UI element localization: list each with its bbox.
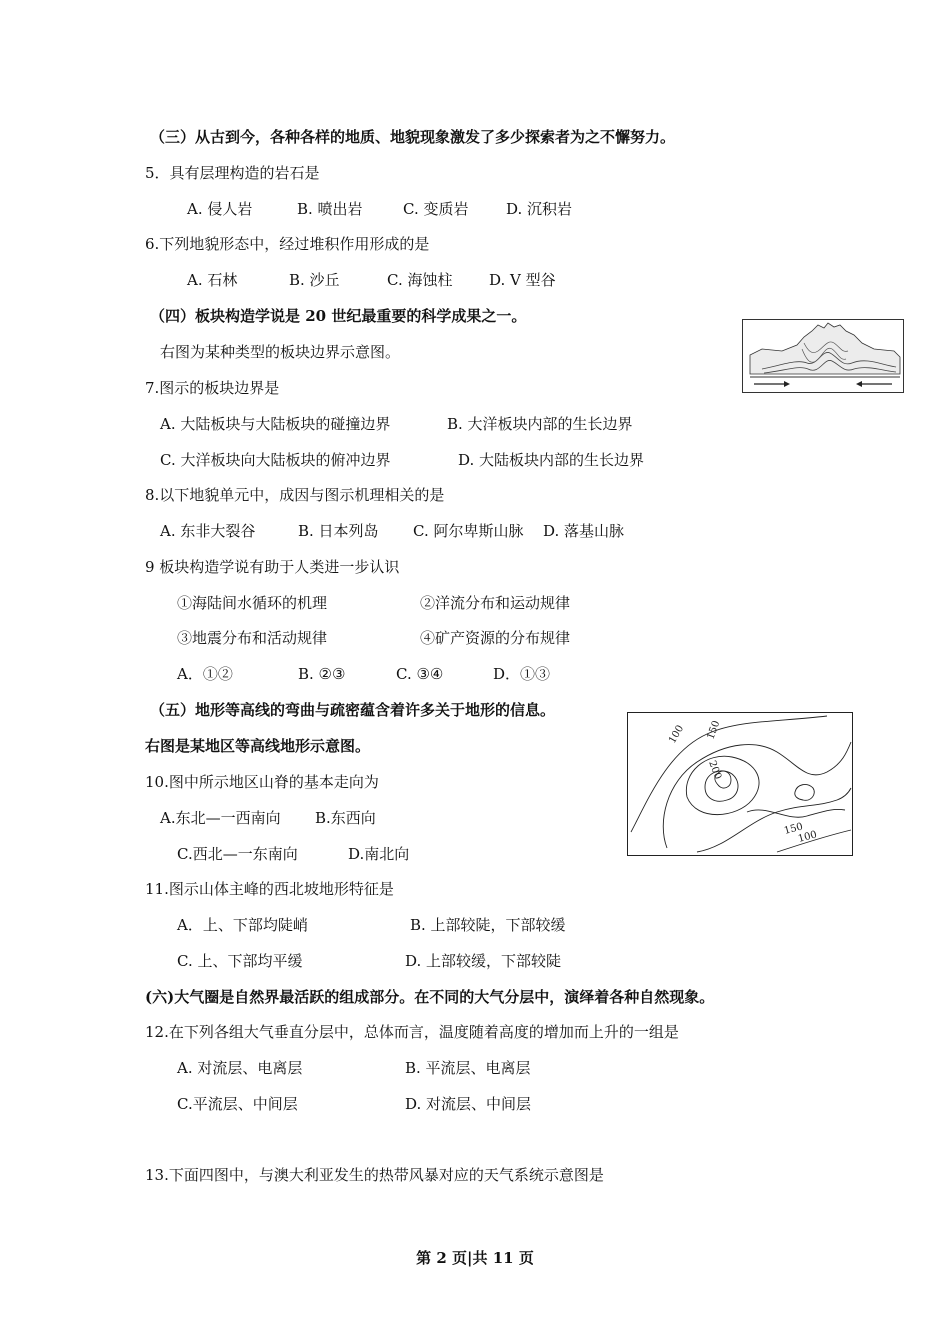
contour-label-150-se: 150 <box>782 821 805 837</box>
q12-option-c: C.平流层、中间层 <box>177 1095 298 1113</box>
q6-option-b: B. 沙丘 <box>289 271 340 289</box>
contour-label-150-n: 150 <box>705 719 723 742</box>
q9-item-2: ②洋流分布和运动规律 <box>420 594 571 612</box>
contour-label-200: 200 <box>706 759 724 781</box>
q5-option-d: D. 沉积岩 <box>506 200 573 218</box>
q13-stem: 13.下面四图中，与澳大利亚发生的热带风暴对应的天气系统示意图是 <box>145 1166 604 1184</box>
q6-option-c: C. 海蚀柱 <box>387 271 453 289</box>
q7-option-d: D. 大陆板块内部的生长边界 <box>458 451 645 469</box>
q11-option-c: C. 上、下部均平缓 <box>177 952 303 970</box>
q8-option-c: C. 阿尔卑斯山脉 <box>413 522 524 540</box>
q6-option-d: D. V 型谷 <box>489 271 556 289</box>
q9-item-3: ③地震分布和活动规律 <box>177 629 328 647</box>
q7-option-a: A. 大陆板块与大陆板块的碰撞边界 <box>160 415 391 433</box>
q6-option-a: A. 石林 <box>187 271 238 289</box>
q6-stem: 6.下列地貌形态中，经过堆积作用形成的是 <box>145 235 430 253</box>
q12-option-d: D. 对流层、中间层 <box>405 1095 532 1113</box>
q10-option-c: C.西北—一东南向 <box>177 845 298 863</box>
q10-stem: 10.图中所示地区山脊的基本走向为 <box>145 773 379 791</box>
page-footer: 第 2 页|共 11 页 <box>416 1249 534 1267</box>
q12-stem: 12.在下列各组大气垂直分层中，总体而言，温度随着高度的增加而上升的一组是 <box>145 1023 679 1041</box>
section-4-intro: 右图为某种类型的板块边界示意图。 <box>160 343 401 361</box>
q9-option-a: A．①② <box>177 665 233 683</box>
q5-option-c: C. 变质岩 <box>403 200 469 218</box>
q5-option-a: A. 侵人岩 <box>187 200 253 218</box>
q9-option-b: B. ②③ <box>298 665 346 683</box>
q12-option-b: B. 平流层、电离层 <box>405 1059 531 1077</box>
q10-option-a: A.东北—一西南向 <box>160 809 281 827</box>
q11-option-a: A．上、下部均陡峭 <box>177 916 308 934</box>
q11-option-b: B. 上部较陡，下部较缓 <box>410 916 566 934</box>
section-5-intro: 右图是某地区等高线地形示意图。 <box>145 737 371 755</box>
contour-label-100-se: 100 <box>796 829 819 845</box>
q8-option-d: D. 落基山脉 <box>543 522 625 540</box>
q8-option-b: B. 日本列岛 <box>298 522 379 540</box>
plate-boundary-figure <box>742 319 904 393</box>
section-6-heading: (六)大气圈是自然界最活跃的组成部分。在不同的大气分层中，演绎着各种自然现象。 <box>145 988 715 1006</box>
section-3-heading: （三）从古到今，各种各样的地质、地貌现象激发了多少探索者为之不懈努力。 <box>150 128 676 146</box>
q12-option-a: A. 对流层、电离层 <box>177 1059 303 1077</box>
section-4-heading: （四）板块构造学说是 20 世纪最重要的科学成果之一。 <box>150 307 527 325</box>
q11-stem: 11.图示山体主峰的西北坡地形特征是 <box>145 880 394 898</box>
contour-map-figure <box>627 712 853 856</box>
q8-option-a: A. 东非大裂谷 <box>160 522 256 540</box>
q11-option-d: D. 上部较缓，下部较陡 <box>405 952 562 970</box>
q7-stem: 7.图示的板块边界是 <box>145 379 280 397</box>
q9-stem: 9 板块构造学说有助于人类进一步认识 <box>145 558 400 576</box>
q8-stem: 8.以下地貌单元中，成因与图示机理相关的是 <box>145 486 445 504</box>
q9-item-1: ①海陆间水循环的机理 <box>177 594 328 612</box>
contour-label-100-nw: 100 <box>667 723 687 746</box>
q7-option-c: C. 大洋板块向大陆板块的俯冲边界 <box>160 451 391 469</box>
q9-item-4: ④矿产资源的分布规律 <box>420 629 571 647</box>
q10-option-b: B.东西向 <box>315 809 376 827</box>
section-5-heading: （五）地形等高线的弯曲与疏密蕴含着许多关于地形的信息。 <box>150 701 556 719</box>
q9-option-c: C. ③④ <box>396 665 444 683</box>
q9-option-d: D．①③ <box>493 665 551 683</box>
q10-option-d: D.南北向 <box>348 845 410 863</box>
q5-option-b: B. 喷出岩 <box>297 200 363 218</box>
q7-option-b: B. 大洋板块内部的生长边界 <box>447 415 633 433</box>
q5-stem: 5．具有层理构造的岩石是 <box>145 164 320 182</box>
